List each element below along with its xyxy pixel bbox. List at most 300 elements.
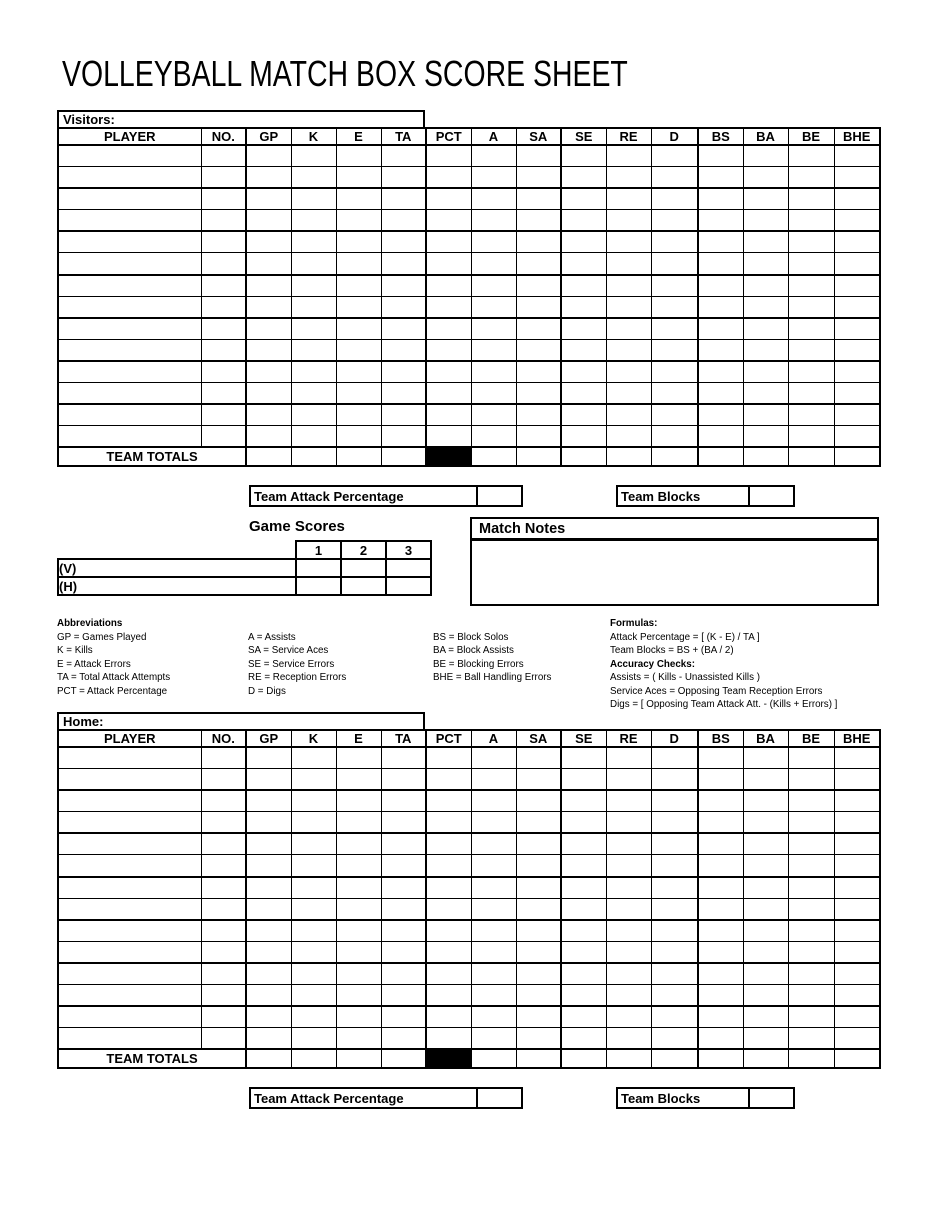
stat-cell-re[interactable]: [606, 383, 651, 405]
stat-cell-k[interactable]: [291, 985, 336, 1007]
stat-cell-bhe[interactable]: [834, 747, 880, 769]
stat-cell-bs[interactable]: [698, 404, 743, 426]
stat-cell-se[interactable]: [561, 941, 606, 963]
stat-cell-pct[interactable]: [426, 296, 471, 318]
stat-cell-no[interactable]: [201, 404, 246, 426]
stat-cell-a[interactable]: [471, 296, 516, 318]
stat-cell-sa[interactable]: [516, 855, 561, 877]
stat-cell-k[interactable]: [291, 1006, 336, 1028]
stat-cell-sa[interactable]: [516, 985, 561, 1007]
stat-cell-pct[interactable]: [426, 404, 471, 426]
stat-cell-no[interactable]: [201, 747, 246, 769]
stat-cell-gp[interactable]: [246, 985, 291, 1007]
stat-cell-be[interactable]: [788, 188, 834, 210]
stat-cell-ba[interactable]: [743, 404, 788, 426]
stat-cell-re[interactable]: [606, 167, 651, 189]
player-name-cell[interactable]: [58, 296, 201, 318]
stat-cell-be[interactable]: [788, 833, 834, 855]
total-cell-re[interactable]: [606, 447, 651, 466]
total-cell-gp[interactable]: [246, 1049, 291, 1068]
stat-cell-ba[interactable]: [743, 167, 788, 189]
stat-cell-bhe[interactable]: [834, 877, 880, 899]
stat-cell-ba[interactable]: [743, 769, 788, 791]
stat-cell-bs[interactable]: [698, 985, 743, 1007]
stat-cell-bs[interactable]: [698, 963, 743, 985]
stat-cell-se[interactable]: [561, 898, 606, 920]
stat-cell-ta[interactable]: [381, 1028, 426, 1050]
stat-cell-k[interactable]: [291, 361, 336, 383]
stat-cell-e[interactable]: [336, 339, 381, 361]
stat-cell-no[interactable]: [201, 339, 246, 361]
player-name-cell[interactable]: [58, 1028, 201, 1050]
total-cell-gp[interactable]: [246, 447, 291, 466]
stat-cell-k[interactable]: [291, 877, 336, 899]
stat-cell-be[interactable]: [788, 898, 834, 920]
stat-cell-ba[interactable]: [743, 747, 788, 769]
stat-cell-a[interactable]: [471, 275, 516, 297]
stat-cell-ta[interactable]: [381, 963, 426, 985]
stat-cell-bs[interactable]: [698, 877, 743, 899]
stat-cell-ba[interactable]: [743, 1028, 788, 1050]
total-cell-be[interactable]: [788, 1049, 834, 1068]
total-cell-d[interactable]: [651, 447, 698, 466]
stat-cell-gp[interactable]: [246, 963, 291, 985]
stat-cell-no[interactable]: [201, 941, 246, 963]
stat-cell-bs[interactable]: [698, 296, 743, 318]
stat-cell-k[interactable]: [291, 920, 336, 942]
stat-cell-sa[interactable]: [516, 920, 561, 942]
stat-cell-gp[interactable]: [246, 769, 291, 791]
stat-cell-pct[interactable]: [426, 855, 471, 877]
player-name-cell[interactable]: [58, 941, 201, 963]
stat-cell-k[interactable]: [291, 145, 336, 167]
stat-cell-pct[interactable]: [426, 275, 471, 297]
stat-cell-sa[interactable]: [516, 145, 561, 167]
stat-cell-sa[interactable]: [516, 361, 561, 383]
stat-cell-gp[interactable]: [246, 383, 291, 405]
stat-cell-se[interactable]: [561, 855, 606, 877]
stat-cell-sa[interactable]: [516, 1006, 561, 1028]
stat-cell-e[interactable]: [336, 941, 381, 963]
stat-cell-sa[interactable]: [516, 812, 561, 834]
stat-cell-sa[interactable]: [516, 898, 561, 920]
stat-cell-bs[interactable]: [698, 1006, 743, 1028]
stat-cell-no[interactable]: [201, 769, 246, 791]
player-name-cell[interactable]: [58, 188, 201, 210]
stat-cell-re[interactable]: [606, 188, 651, 210]
stat-cell-be[interactable]: [788, 855, 834, 877]
stat-cell-be[interactable]: [788, 296, 834, 318]
visitors-team-name-field[interactable]: [57, 110, 425, 129]
stat-cell-re[interactable]: [606, 1006, 651, 1028]
stat-cell-e[interactable]: [336, 769, 381, 791]
player-name-cell[interactable]: [58, 877, 201, 899]
stat-cell-ta[interactable]: [381, 1006, 426, 1028]
stat-cell-bs[interactable]: [698, 167, 743, 189]
stat-cell-bhe[interactable]: [834, 963, 880, 985]
stat-cell-pct[interactable]: [426, 898, 471, 920]
stat-cell-a[interactable]: [471, 1006, 516, 1028]
player-name-cell[interactable]: [58, 383, 201, 405]
player-name-cell[interactable]: [58, 963, 201, 985]
player-name-cell[interactable]: [58, 898, 201, 920]
player-name-cell[interactable]: [58, 253, 201, 275]
stat-cell-gp[interactable]: [246, 167, 291, 189]
stat-cell-bs[interactable]: [698, 275, 743, 297]
stat-cell-a[interactable]: [471, 210, 516, 232]
stat-cell-bs[interactable]: [698, 1028, 743, 1050]
player-name-cell[interactable]: [58, 855, 201, 877]
total-cell-ba[interactable]: [743, 1049, 788, 1068]
stat-cell-ta[interactable]: [381, 812, 426, 834]
stat-cell-gp[interactable]: [246, 275, 291, 297]
stat-cell-se[interactable]: [561, 985, 606, 1007]
stat-cell-a[interactable]: [471, 318, 516, 340]
stat-cell-re[interactable]: [606, 790, 651, 812]
stat-cell-bhe[interactable]: [834, 253, 880, 275]
stat-cell-k[interactable]: [291, 383, 336, 405]
stat-cell-se[interactable]: [561, 275, 606, 297]
stat-cell-bs[interactable]: [698, 231, 743, 253]
stat-cell-re[interactable]: [606, 361, 651, 383]
stat-cell-bhe[interactable]: [834, 167, 880, 189]
stat-cell-be[interactable]: [788, 877, 834, 899]
stat-cell-pct[interactable]: [426, 920, 471, 942]
stat-cell-k[interactable]: [291, 231, 336, 253]
stat-cell-pct[interactable]: [426, 833, 471, 855]
player-name-cell[interactable]: [58, 812, 201, 834]
stat-cell-gp[interactable]: [246, 231, 291, 253]
stat-cell-pct[interactable]: [426, 769, 471, 791]
stat-cell-pct[interactable]: [426, 210, 471, 232]
stat-cell-ta[interactable]: [381, 426, 426, 448]
stat-cell-ba[interactable]: [743, 877, 788, 899]
stat-cell-d[interactable]: [651, 1006, 698, 1028]
stat-cell-no[interactable]: [201, 296, 246, 318]
player-name-cell[interactable]: [58, 769, 201, 791]
player-name-cell[interactable]: [58, 361, 201, 383]
stat-cell-pct[interactable]: [426, 426, 471, 448]
stat-cell-d[interactable]: [651, 920, 698, 942]
stat-cell-ta[interactable]: [381, 747, 426, 769]
total-cell-a[interactable]: [471, 447, 516, 466]
stat-cell-pct[interactable]: [426, 790, 471, 812]
stat-cell-d[interactable]: [651, 318, 698, 340]
stat-cell-ba[interactable]: [743, 426, 788, 448]
stat-cell-pct[interactable]: [426, 145, 471, 167]
stat-cell-gp[interactable]: [246, 426, 291, 448]
stat-cell-gp[interactable]: [246, 898, 291, 920]
stat-cell-re[interactable]: [606, 145, 651, 167]
stat-cell-re[interactable]: [606, 296, 651, 318]
stat-cell-k[interactable]: [291, 898, 336, 920]
stat-cell-a[interactable]: [471, 833, 516, 855]
stat-cell-gp[interactable]: [246, 855, 291, 877]
stat-cell-be[interactable]: [788, 812, 834, 834]
stat-cell-k[interactable]: [291, 188, 336, 210]
stat-cell-be[interactable]: [788, 426, 834, 448]
stat-cell-se[interactable]: [561, 361, 606, 383]
stat-cell-k[interactable]: [291, 318, 336, 340]
stat-cell-re[interactable]: [606, 426, 651, 448]
stat-cell-k[interactable]: [291, 296, 336, 318]
stat-cell-se[interactable]: [561, 769, 606, 791]
player-name-cell[interactable]: [58, 167, 201, 189]
stat-cell-e[interactable]: [336, 167, 381, 189]
stat-cell-ta[interactable]: [381, 404, 426, 426]
stat-cell-e[interactable]: [336, 790, 381, 812]
team-blocks-field[interactable]: [748, 485, 795, 507]
stat-cell-gp[interactable]: [246, 318, 291, 340]
stat-cell-ba[interactable]: [743, 790, 788, 812]
stat-cell-d[interactable]: [651, 339, 698, 361]
stat-cell-d[interactable]: [651, 361, 698, 383]
stat-cell-ta[interactable]: [381, 145, 426, 167]
stat-cell-e[interactable]: [336, 210, 381, 232]
stat-cell-no[interactable]: [201, 188, 246, 210]
stat-cell-ba[interactable]: [743, 812, 788, 834]
stat-cell-sa[interactable]: [516, 426, 561, 448]
stat-cell-pct[interactable]: [426, 253, 471, 275]
stat-cell-pct[interactable]: [426, 812, 471, 834]
total-cell-k[interactable]: [291, 1049, 336, 1068]
total-cell-be[interactable]: [788, 447, 834, 466]
stat-cell-re[interactable]: [606, 833, 651, 855]
stat-cell-be[interactable]: [788, 275, 834, 297]
stat-cell-se[interactable]: [561, 812, 606, 834]
stat-cell-no[interactable]: [201, 855, 246, 877]
stat-cell-no[interactable]: [201, 812, 246, 834]
stat-cell-ta[interactable]: [381, 253, 426, 275]
stat-cell-gp[interactable]: [246, 361, 291, 383]
stat-cell-e[interactable]: [336, 920, 381, 942]
stat-cell-ta[interactable]: [381, 898, 426, 920]
stat-cell-bhe[interactable]: [834, 426, 880, 448]
stat-cell-a[interactable]: [471, 231, 516, 253]
stat-cell-a[interactable]: [471, 877, 516, 899]
stat-cell-bhe[interactable]: [834, 383, 880, 405]
stat-cell-gp[interactable]: [246, 747, 291, 769]
stat-cell-bhe[interactable]: [834, 210, 880, 232]
stat-cell-pct[interactable]: [426, 361, 471, 383]
stat-cell-bhe[interactable]: [834, 404, 880, 426]
stat-cell-be[interactable]: [788, 920, 834, 942]
stat-cell-gp[interactable]: [246, 812, 291, 834]
visitor-game3-score-cell[interactable]: [386, 559, 431, 577]
stat-cell-d[interactable]: [651, 790, 698, 812]
stat-cell-k[interactable]: [291, 769, 336, 791]
stat-cell-k[interactable]: [291, 253, 336, 275]
stat-cell-sa[interactable]: [516, 769, 561, 791]
stat-cell-bs[interactable]: [698, 210, 743, 232]
stat-cell-gp[interactable]: [246, 941, 291, 963]
total-cell-re[interactable]: [606, 1049, 651, 1068]
home-team-name-field[interactable]: [57, 712, 425, 731]
total-cell-k[interactable]: [291, 447, 336, 466]
stat-cell-be[interactable]: [788, 985, 834, 1007]
stat-cell-re[interactable]: [606, 210, 651, 232]
stat-cell-be[interactable]: [788, 167, 834, 189]
stat-cell-no[interactable]: [201, 877, 246, 899]
stat-cell-a[interactable]: [471, 985, 516, 1007]
stat-cell-ta[interactable]: [381, 383, 426, 405]
stat-cell-e[interactable]: [336, 1028, 381, 1050]
stat-cell-ta[interactable]: [381, 210, 426, 232]
stat-cell-a[interactable]: [471, 769, 516, 791]
stat-cell-se[interactable]: [561, 833, 606, 855]
total-cell-bs[interactable]: [698, 447, 743, 466]
stat-cell-e[interactable]: [336, 426, 381, 448]
stat-cell-bs[interactable]: [698, 145, 743, 167]
stat-cell-ba[interactable]: [743, 361, 788, 383]
player-name-cell[interactable]: [58, 231, 201, 253]
stat-cell-bhe[interactable]: [834, 941, 880, 963]
stat-cell-re[interactable]: [606, 985, 651, 1007]
stat-cell-bhe[interactable]: [834, 769, 880, 791]
stat-cell-bhe[interactable]: [834, 339, 880, 361]
stat-cell-ta[interactable]: [381, 790, 426, 812]
home-game2-score-cell[interactable]: [341, 577, 386, 595]
stat-cell-gp[interactable]: [246, 210, 291, 232]
stat-cell-pct[interactable]: [426, 339, 471, 361]
stat-cell-ta[interactable]: [381, 877, 426, 899]
player-name-cell[interactable]: [58, 404, 201, 426]
stat-cell-sa[interactable]: [516, 253, 561, 275]
stat-cell-be[interactable]: [788, 253, 834, 275]
stat-cell-bs[interactable]: [698, 812, 743, 834]
stat-cell-sa[interactable]: [516, 747, 561, 769]
stat-cell-d[interactable]: [651, 426, 698, 448]
stat-cell-gp[interactable]: [246, 339, 291, 361]
stat-cell-ta[interactable]: [381, 985, 426, 1007]
stat-cell-be[interactable]: [788, 361, 834, 383]
stat-cell-ta[interactable]: [381, 275, 426, 297]
stat-cell-pct[interactable]: [426, 747, 471, 769]
stat-cell-a[interactable]: [471, 361, 516, 383]
stat-cell-se[interactable]: [561, 383, 606, 405]
stat-cell-e[interactable]: [336, 253, 381, 275]
stat-cell-gp[interactable]: [246, 1006, 291, 1028]
player-name-cell[interactable]: [58, 426, 201, 448]
stat-cell-a[interactable]: [471, 404, 516, 426]
stat-cell-re[interactable]: [606, 877, 651, 899]
stat-cell-e[interactable]: [336, 1006, 381, 1028]
stat-cell-sa[interactable]: [516, 941, 561, 963]
stat-cell-se[interactable]: [561, 318, 606, 340]
player-name-cell[interactable]: [58, 318, 201, 340]
stat-cell-a[interactable]: [471, 1028, 516, 1050]
stat-cell-sa[interactable]: [516, 167, 561, 189]
stat-cell-bhe[interactable]: [834, 920, 880, 942]
stat-cell-ta[interactable]: [381, 167, 426, 189]
stat-cell-se[interactable]: [561, 231, 606, 253]
stat-cell-a[interactable]: [471, 898, 516, 920]
stat-cell-se[interactable]: [561, 253, 606, 275]
stat-cell-ba[interactable]: [743, 920, 788, 942]
stat-cell-pct[interactable]: [426, 231, 471, 253]
stat-cell-re[interactable]: [606, 769, 651, 791]
stat-cell-se[interactable]: [561, 210, 606, 232]
total-cell-bs[interactable]: [698, 1049, 743, 1068]
stat-cell-ba[interactable]: [743, 833, 788, 855]
stat-cell-bhe[interactable]: [834, 296, 880, 318]
stat-cell-e[interactable]: [336, 833, 381, 855]
stat-cell-be[interactable]: [788, 383, 834, 405]
stat-cell-bs[interactable]: [698, 898, 743, 920]
stat-cell-d[interactable]: [651, 855, 698, 877]
visitor-game2-score-cell[interactable]: [341, 559, 386, 577]
stat-cell-k[interactable]: [291, 426, 336, 448]
stat-cell-k[interactable]: [291, 855, 336, 877]
stat-cell-a[interactable]: [471, 383, 516, 405]
stat-cell-se[interactable]: [561, 339, 606, 361]
stat-cell-bhe[interactable]: [834, 275, 880, 297]
stat-cell-re[interactable]: [606, 963, 651, 985]
stat-cell-d[interactable]: [651, 145, 698, 167]
stat-cell-sa[interactable]: [516, 963, 561, 985]
stat-cell-no[interactable]: [201, 1028, 246, 1050]
stat-cell-no[interactable]: [201, 210, 246, 232]
stat-cell-no[interactable]: [201, 383, 246, 405]
stat-cell-e[interactable]: [336, 318, 381, 340]
total-cell-d[interactable]: [651, 1049, 698, 1068]
stat-cell-a[interactable]: [471, 145, 516, 167]
team-blocks-field[interactable]: [748, 1087, 795, 1109]
stat-cell-re[interactable]: [606, 941, 651, 963]
total-cell-ba[interactable]: [743, 447, 788, 466]
total-cell-ta[interactable]: [381, 447, 426, 466]
stat-cell-re[interactable]: [606, 812, 651, 834]
player-name-cell[interactable]: [58, 210, 201, 232]
stat-cell-ba[interactable]: [743, 383, 788, 405]
stat-cell-no[interactable]: [201, 275, 246, 297]
stat-cell-be[interactable]: [788, 747, 834, 769]
stat-cell-bhe[interactable]: [834, 898, 880, 920]
stat-cell-bhe[interactable]: [834, 231, 880, 253]
stat-cell-k[interactable]: [291, 790, 336, 812]
stat-cell-gp[interactable]: [246, 920, 291, 942]
stat-cell-ta[interactable]: [381, 296, 426, 318]
stat-cell-re[interactable]: [606, 920, 651, 942]
stat-cell-a[interactable]: [471, 855, 516, 877]
stat-cell-no[interactable]: [201, 231, 246, 253]
stat-cell-ta[interactable]: [381, 318, 426, 340]
stat-cell-sa[interactable]: [516, 210, 561, 232]
stat-cell-k[interactable]: [291, 963, 336, 985]
stat-cell-re[interactable]: [606, 275, 651, 297]
stat-cell-bhe[interactable]: [834, 833, 880, 855]
stat-cell-bs[interactable]: [698, 747, 743, 769]
stat-cell-d[interactable]: [651, 188, 698, 210]
stat-cell-e[interactable]: [336, 747, 381, 769]
stat-cell-pct[interactable]: [426, 1028, 471, 1050]
stat-cell-bs[interactable]: [698, 790, 743, 812]
stat-cell-no[interactable]: [201, 361, 246, 383]
stat-cell-se[interactable]: [561, 920, 606, 942]
stat-cell-re[interactable]: [606, 898, 651, 920]
stat-cell-ba[interactable]: [743, 145, 788, 167]
stat-cell-ba[interactable]: [743, 898, 788, 920]
stat-cell-gp[interactable]: [246, 145, 291, 167]
stat-cell-d[interactable]: [651, 1028, 698, 1050]
team-attack-percentage-field[interactable]: [476, 485, 523, 507]
stat-cell-e[interactable]: [336, 985, 381, 1007]
stat-cell-bhe[interactable]: [834, 790, 880, 812]
stat-cell-e[interactable]: [336, 231, 381, 253]
stat-cell-no[interactable]: [201, 985, 246, 1007]
stat-cell-ta[interactable]: [381, 855, 426, 877]
total-cell-a[interactable]: [471, 1049, 516, 1068]
